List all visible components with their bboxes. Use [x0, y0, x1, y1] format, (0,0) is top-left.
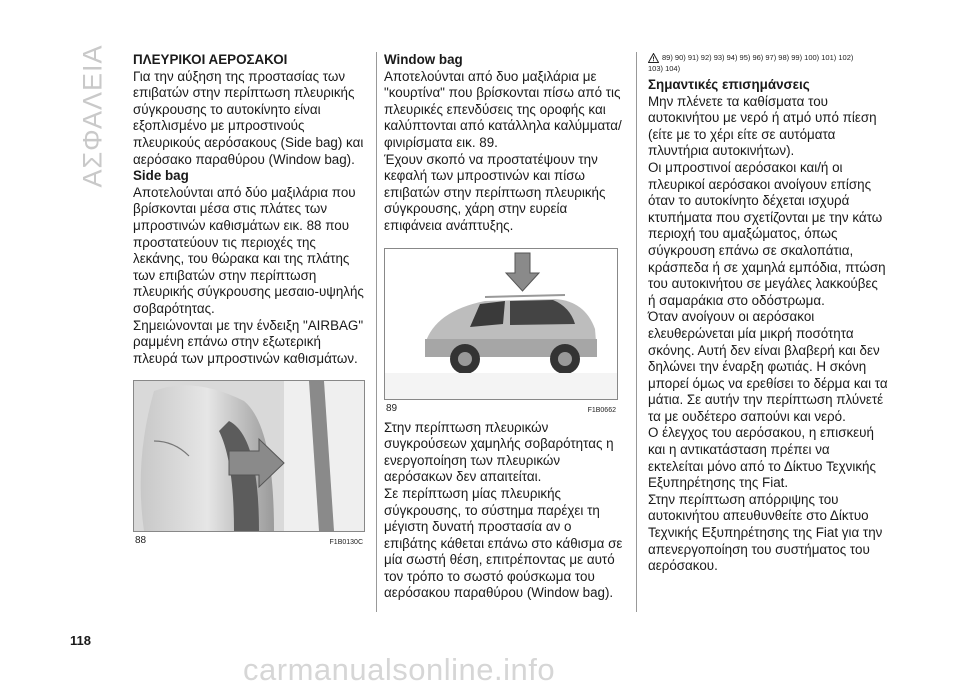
warning-references-line1: 89) 90) 91) 92) 93) 94) 95) 96) 97) 98) 99) 100) 101) 102) — [662, 53, 854, 62]
column-3 — [648, 52, 888, 575]
section-side-title-text: ΑΣΦΑΛΕΙΑ — [77, 44, 108, 188]
paragraph-impacts: Οι μπροστινοί αερόσακοι και/ή οι πλευρικοί αερόσακοι ανοίγουν επίσης όταν το αυτοκίνητο δέχεται ισχυρά κτυπήματα που σχετίζονται με την κάτω περιοχή του αμαξώματος, όπως σύγκρουση επάνω σε σκαλοπάτια, κράσπεδα ή σε χαμηλά εμπόδια, πτώση του αυτοκινήτου σε μεγάλες λακκούβες ή σαμαράκια στο οδόστρωμα. — [648, 159, 886, 308]
figure-number: 88 — [135, 535, 147, 547]
figure-89-caption — [384, 400, 618, 414]
warning-triangle-icon — [648, 53, 659, 63]
paragraph-washing: Μην πλένετε τα καθίσματα του αυτοκινήτου με νερό ή ατμό υπό πίεση (είτε με το χέρι είτε σε αυτόματα πλυντήρια αυτοκινήτων). — [648, 93, 877, 159]
paragraph-side-bag-description: Αποτελούνται από δύο μαξιλάρια που βρίσκονται μέσα στις πλάτες των μπροστινών καθισμάτων εικ. 88 που προστατεύουν τις περιοχές της λεκάνης, του θώρακα και της πλάτης των επιβατών στην περίπτωση πλευρικής σύγκρουσης μεσαιο-υψηλής σοβαρότητας. — [133, 184, 364, 316]
column-2 — [384, 52, 624, 602]
car-illustration — [385, 249, 617, 399]
paragraph-window-bag-description: Αποτελούνται από δυο μαξιλάρια με "κουρτίνα" που βρίσκονται πίσω από τις πλευρικές επενδύσεις της οροφής και καλύπτονται από κατάλληλα καλύμματα/φινιρίσματα εικ. 89. — [384, 68, 622, 150]
watermark: carmanualsonline.info — [243, 652, 556, 687]
heading-side-airbags: ΠΛΕΥΡΙΚΟΙ ΑΕΡΟΣΑΚΟΙ — [133, 52, 288, 67]
column-divider-1 — [376, 52, 377, 612]
column-1 — [133, 52, 368, 546]
figure-89-car-window-bag — [384, 248, 618, 400]
column-divider-2 — [636, 52, 637, 612]
paragraph-low-severity: Στην περίπτωση πλευρικών συγκρούσεων χαμηλής σοβαρότητας η ενεργοποίηση των πλευρικών αερόσακων δεν απαιτείται. — [384, 419, 614, 485]
heading-important-notes: Σημαντικές επισημάνσεις — [648, 77, 810, 93]
figure-88-seat-airbag — [133, 380, 365, 532]
paragraph-service: Ο έλεγχος του αερόσακου, η επισκευή και η αντικατάσταση πρέπει να εκτελείται μόνο από το Δίκτυο Τεχνικής Εξυπηρέτησης της Fiat. — [648, 425, 876, 491]
section-side-title — [78, 46, 108, 186]
paragraph-scrapping: Στην περίπτωση απόρριψης του αυτοκινήτου απευθυνθείτε στο Δίκτυο Τεχνικής Εξυπηρέτησης της Fiat για την απενεργοποίηση του συστήματος του αερόσακου. — [648, 491, 883, 574]
figure-number: 89 — [386, 402, 398, 414]
paragraph-dust: Όταν ανοίγουν οι αερόσακοι ελευθερώνεται μία μικρή ποσότητα σκόνης. Αυτή δεν είναι βλαβερή και δεν δηλώνει την έναρξη φωτιάς. Η σκόνη μπορεί όμως να ερεθίσει το δέρμα και τα μάτια. Σε αυτήν την περίπτωση πλύνετέ τα με ουδέτερο σαπούνι και νερό. — [648, 309, 888, 424]
page-number: 118 — [70, 633, 91, 648]
seat-illustration — [134, 381, 364, 531]
heading-window-bag: Window bag — [384, 52, 463, 67]
figure-code: F1B0130C — [329, 539, 363, 547]
warning-references — [648, 52, 888, 74]
figure-88-caption — [133, 532, 365, 546]
paragraph-correct-position: Σε περίπτωση μίας πλευρικής σύγκρουσης, το σύστημα παρέχει τη μέγιστη δυνατή προστασία αν ο επιβάτης κάθεται επάνω στο κάθισμα σε μία σωστή θέση, επιτρέποντας με αυτό τον τρόπο το σωστό φούσκωμα του αερόσακου παραθύρου (Window bag). — [384, 485, 623, 601]
subheading-side-bag: Side bag — [133, 168, 189, 184]
figure-code: F1B0662 — [587, 406, 616, 414]
paragraph-intro: Για την αύξηση της προστασίας των επιβατών στην περίπτωση πλευρικής σύγκρουσης το αυτοκίνητο είναι εξοπλισμένο με μπροστινούς πλευρικούς αερόσακους (Side bag) και αερόσακο παραθύρου (Window bag). — [133, 68, 364, 167]
paragraph-window-bag-purpose: Έχουν σκοπό να προστατέψουν την κεφαλή των μπροστινών και πίσω επιβατών στην περίπτωση πλευρικής σύγκρουσης, χάρη στην ευρεία επιφάνεια ανάπτυξης. — [384, 151, 606, 233]
warning-references-line2: 103) 104) — [648, 64, 681, 74]
paragraph-side-bag-marking: Σημειώνονται με την ένδειξη "AIRBAG" ραμμένη επάνω στην εξωτερική πλευρά των μπροστινών καθισμάτων. — [133, 317, 364, 366]
